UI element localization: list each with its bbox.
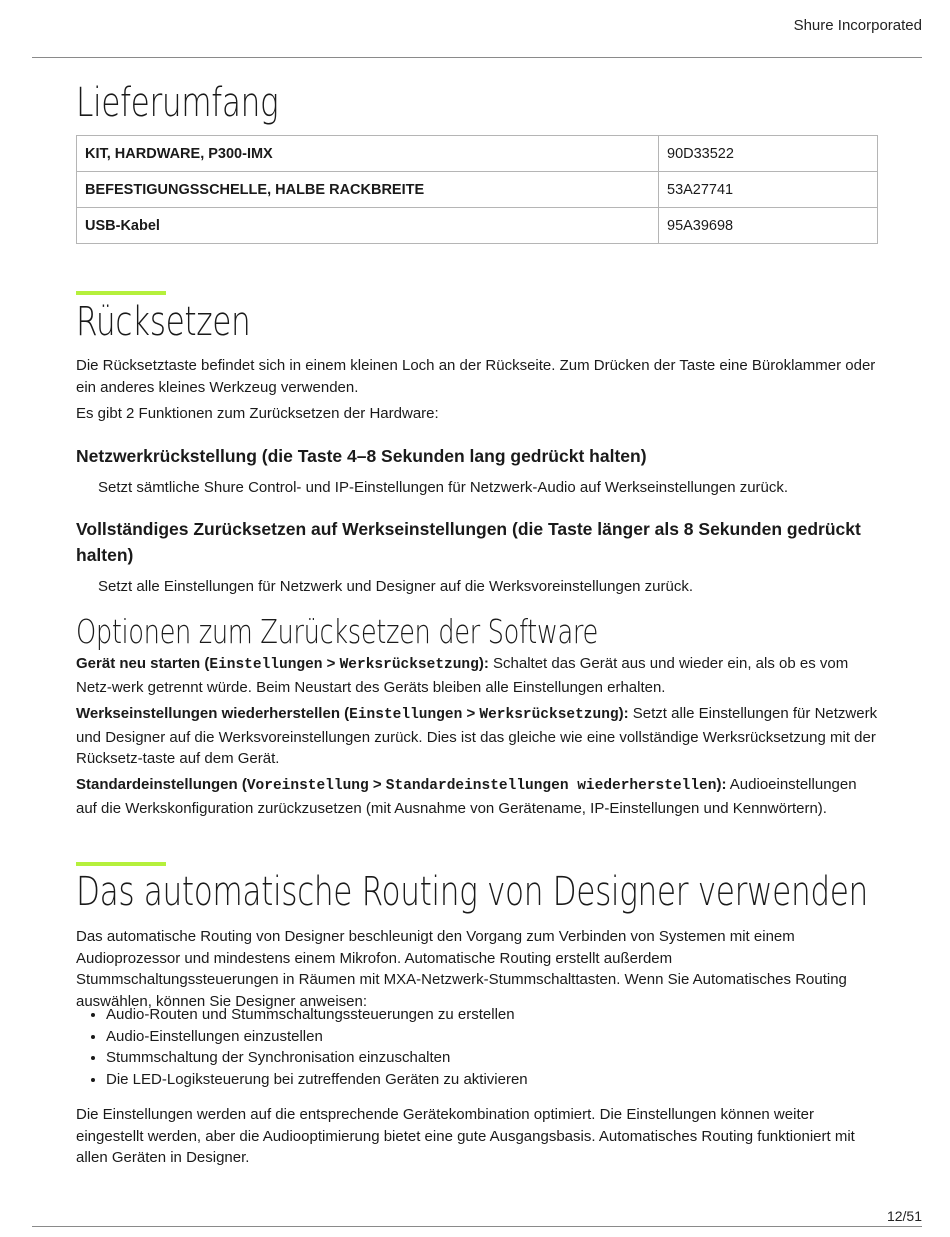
page-number: 12/51: [886, 1208, 922, 1224]
path-separator: >: [462, 705, 480, 722]
lieferumfang-title: Lieferumfang: [76, 80, 279, 126]
option-label-close: ):: [618, 705, 629, 722]
reset-title: Rücksetzen: [76, 299, 251, 345]
factory-reset-heading: Vollständiges Zurücksetzen auf Werkseinstellungen (die Taste länger als 8 Sekunden gedrückt halten): [76, 519, 861, 565]
part-name: BEFESTIGUNGSSCHELLE, HALBE RACKBREITE: [77, 172, 659, 208]
option-description: Audioeinstellungen auf die Werkskonfiguration zurückzusetzen (mit Ausnahme von Gerätename, IP-Einstellungen und Kennwörtern).: [76, 776, 857, 817]
part-number: 90D33522: [659, 136, 878, 172]
table-row: [77, 208, 878, 244]
parts-table: [76, 135, 878, 244]
list-item: • Die LED-Logiksteuerung bei zutreffenden Geräten zu aktivieren: [106, 1069, 528, 1091]
section-accent-bar: [76, 862, 166, 866]
software-title: Optionen zum Zurücksetzen der Software: [76, 612, 598, 651]
list-item: • Audio-Routen und Stummschaltungssteuerungen zu erstellen: [106, 1004, 528, 1026]
section-accent-bar: [76, 291, 166, 295]
header-company: Shure Incorporated: [793, 17, 922, 34]
restart-option: [76, 653, 878, 698]
routing-outro: Die Einstellungen werden auf die entsprechende Gerätekombination optimiert. Die Einstellungen können weiter eingestellt werden, aber die Audiooptimierung bietet eine gute Ausgangsbasis. Automatisches Routing funktioniert mit allen Geräten in Designer.: [76, 1106, 855, 1166]
list-item: • Stummschaltung der Synchronisation einzuschalten: [106, 1047, 528, 1069]
table-row: [77, 136, 878, 172]
factory-option: [76, 703, 878, 770]
menu-path: Einstellungen: [349, 707, 463, 723]
menu-path: Voreinstellung: [246, 778, 369, 794]
menu-path: Einstellungen: [209, 657, 323, 673]
option-description: Setzt alle Einstellungen für Netzwerk und Designer auf die Werksvoreinstellungen zurück. Dies ist das gleiche wie eine vollständige Werksrücksetzung mit der Rücksetz-taste auf dem Gerät.: [76, 705, 878, 767]
option-label: Werkseinstellungen wiederherstellen (: [76, 705, 350, 722]
routing-intro: Das automatische Routing von Designer beschleunigt den Vorgang zum Verbinden von Systemen mit einem Audioprozessor und mindestens einem Mikrofon. Automatische Routing erstellt außerdem Stummschaltungssteuerungen in Räumen mit MXA-Netzwerk-Stummschalttasten. Wenn Sie Automatisches Routing auswählen, können Sie Designer anweisen:: [76, 928, 847, 1010]
factory-reset-text: Setzt alle Einstellungen für Netzwerk und Designer auf die Werksvoreinstellungen zurück.: [98, 578, 694, 595]
default-option: [76, 774, 878, 819]
part-number: 53A27741: [659, 172, 878, 208]
option-label: Standardeinstellungen (: [76, 776, 247, 793]
part-number: 95A39698: [659, 208, 878, 244]
routing-bullet-list: [76, 1004, 528, 1090]
reset-functions: Es gibt 2 Funktionen zum Zurücksetzen der Hardware:: [76, 405, 439, 422]
table-row: [77, 172, 878, 208]
path-separator: >: [322, 655, 340, 672]
option-label-close: ):: [478, 655, 489, 672]
network-reset-text: Setzt sämtliche Shure Control- und IP-Einstellungen für Netzwerk-Audio auf Werkseinstellungen zurück.: [98, 479, 789, 496]
menu-path: Standardeinstellungen wiederherstellen: [385, 778, 717, 794]
header-rule: [32, 57, 922, 58]
reset-intro: Die Rücksetztaste befindet sich in einem kleinen Loch an der Rückseite. Zum Drücken der Taste eine Büroklammer oder ein anderes kleines Werkzeug verwenden.: [76, 357, 876, 396]
option-label: Gerät neu starten (: [76, 655, 210, 672]
menu-path: Werksrücksetzung: [479, 707, 619, 723]
part-name: KIT, HARDWARE, P300-IMX: [77, 136, 659, 172]
network-reset-heading: Netzwerkrückstellung (die Taste 4–8 Sekunden lang gedrückt halten): [76, 446, 647, 466]
part-name: USB-Kabel: [77, 208, 659, 244]
option-description: Schaltet das Gerät aus und wieder ein, als ob es vom Netz-werk getrennt würde. Beim Neustart des Geräts bleiben alle Einstellungen erhalten.: [76, 655, 849, 696]
routing-title: Das automatische Routing von Designer verwenden: [76, 869, 868, 915]
footer-rule: [32, 1226, 922, 1227]
option-label-close: ):: [716, 776, 727, 793]
path-separator: >: [368, 776, 386, 793]
menu-path: Werksrücksetzung: [339, 657, 479, 673]
list-item: • Audio-Einstellungen einzustellen: [106, 1026, 528, 1048]
